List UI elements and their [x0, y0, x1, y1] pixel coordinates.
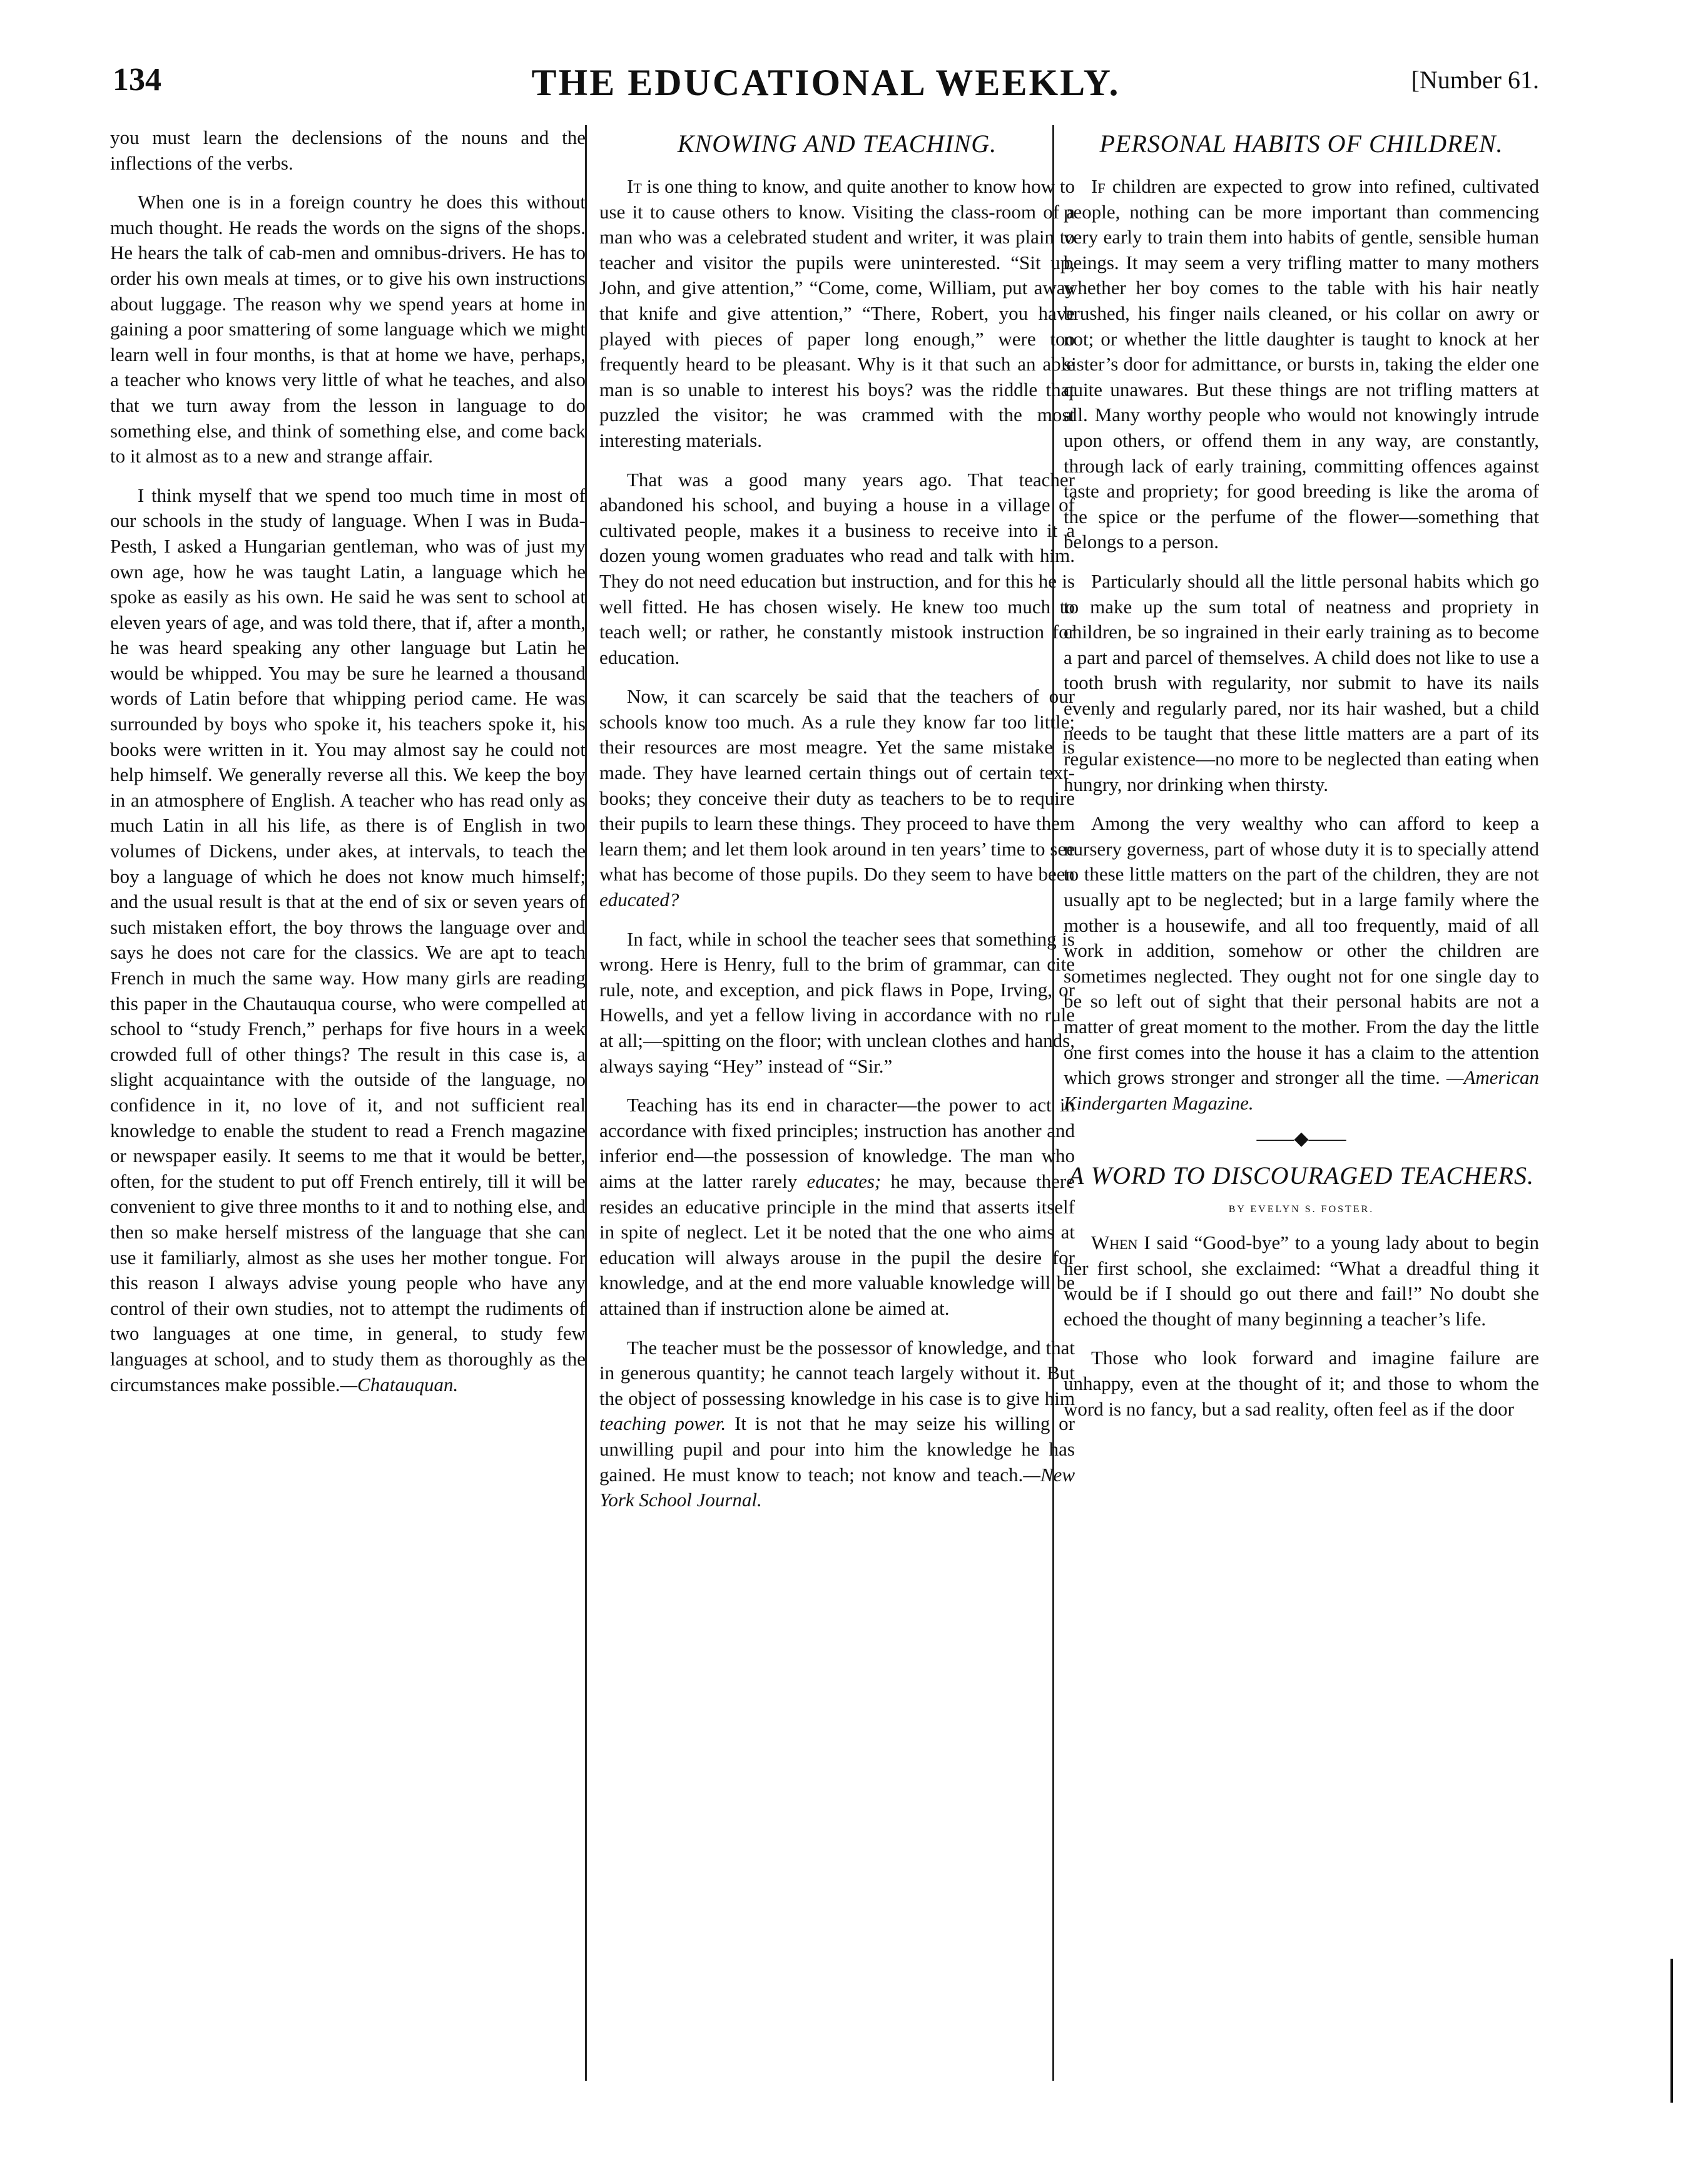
- paragraph: [599, 1093, 1075, 1321]
- journal-title: THE EDUCATIONAL WEEKLY.: [531, 62, 1121, 103]
- paragraph: [599, 684, 1075, 912]
- paragraph-text: I said “Good-bye” to a young lady about to begin her first school, she exclaimed: “What a dreadful thing it would be if I should go out there and fail!” No doubt she echoed the thought of many beginning a teacher’s life.: [1064, 1231, 1539, 1330]
- paragraph-text: It is not that he may seize his willing or unwilling pupil and pour into him the knowledge he has gained. He must know to teach; not know and teach.: [599, 1412, 1075, 1486]
- source-citation: —American Kindergarten Magazine.: [1064, 1066, 1539, 1114]
- emphasis: teaching power.: [599, 1412, 726, 1435]
- emphasis: educated?: [599, 889, 679, 911]
- paragraph: [1064, 811, 1539, 1116]
- column-2: [599, 125, 1075, 1527]
- article-title: KNOWING AND TEACHING.: [677, 130, 997, 158]
- column-1: [110, 125, 586, 1411]
- article-title-2: A WORD TO DISCOURAGED TEACHERS.: [1069, 1161, 1534, 1190]
- paragraph: [599, 1335, 1075, 1513]
- paragraph-text: Among the very wealthy who can afford to keep a nursery governess, part of whose duty it is to specially attend to these little matters on the part of the children, they are not usually apt to be neglected; but in a large family where the mother is a housewife, and all too frequently, maid of all work in addition, somehow or other the children are sometimes neglected. They ought not for one single day to be so left out of sight that their personal habits are not a matter of great moment to the mother. From the day the little one first comes into the house it has a claim to the attention which grows stronger and stronger all the time.: [1064, 812, 1539, 1089]
- paragraph: [599, 174, 1075, 454]
- paragraph: [110, 483, 586, 1397]
- paragraph: [1064, 174, 1539, 555]
- margin-bar: [1670, 1959, 1673, 2103]
- paragraph: In fact, while in school the teacher sees that something is wrong. Here is Henry, full to the brim of grammar, can cite rule, note, and exception, and pick flaws in Pope, Irving, or Howells, and yet a fellow living in accordance with no rule at all;—spitting on the floor; with unclean clothes and hands, always saying “Hey” instead of “Sir.”: [599, 927, 1075, 1077]
- lead-word: When: [1091, 1231, 1138, 1253]
- paragraph-text: Now, it can scarcely be said that the teachers of our schools know too much. As a rule they know far too little; their resources are most meagre. Yet the same mistake is made. They have learned certain things out of certain text-books; they conceive their duty as teachers to be to require their pupils to learn these things. They proceed to have them learn them; and let them look around in ten years’ time to see what has become of those pupils. Do they seem to have been: [599, 685, 1075, 885]
- paragraph: When one is in a foreign country he does this without much thought. He reads the words on the signs of the shops. He hears the talk of cab-men and omnibus-drivers. He has to order his own meals at times, or to give his own instructions about luggage. The reason why we spend years at home in gaining a poor smattering of some language which we might learn well in four months, is that at home we have, perhaps, a teacher who knows very little of what he teaches, and also that we turn away from the lesson in language to do something else, and think of something else, and come back to it almost as to a new and strange affair.: [110, 191, 586, 467]
- emphasis: educates;: [806, 1170, 882, 1192]
- issue-number: [Number 61.: [1411, 66, 1539, 94]
- source-citation: —New York School Journal.: [599, 1463, 1075, 1511]
- column-3: [1064, 125, 1539, 1436]
- byline: BY EVELYN S. FOSTER.: [1228, 1204, 1375, 1215]
- paragraph: Those who look forward and imagine failure are unhappy, even at the thought of it; and those to whom the word is no fancy, but a sad reality, often feel as if the door: [1064, 1347, 1539, 1420]
- paragraph-text: is one thing to know, and quite another to know how to use it to cause others to know. Visiting the class-room of a man who was a celebrated student and writer, it was plain to teacher and visitor the pupils were uninterested. “Sit up, John, and give attention,” “Come, come, William, put away that knife and give attention,” “There, Robert, you have played with pieces of paper long enough,” were too frequently heard to be pleasant. Why is it that such an able man is so unable to interest his boys? was the riddle that puzzled the visitor; he was crammed with the most interesting materials.: [599, 175, 1075, 451]
- paragraph-text: Teaching has its end in character—the power to act in accordance with fixed principles; instruction has another and inferior end—the possession of knowledge. The man who aims at the latter rarely: [599, 1094, 1075, 1192]
- lead-word: It: [627, 175, 642, 197]
- paragraph: Particularly should all the little personal habits which go to make up the sum total of neatness and propriety in children, be so ingrained in their early training as to become a part and parcel of themselves. A child does not like to use a tooth brush with regularity, nor submit to have its nails evenly and regularly pared, nor its hair washed, but a child needs to be taught that these little matters are a part of its regular existence—no more to be neglected than eating when hungry, nor drinking when thirsty.: [1064, 569, 1539, 795]
- paragraph: That was a good many years ago. That teacher abandoned his school, and buying a house in a village of cultivated people, makes it a business to receive into it a dozen young women graduates who read and talk with him. They do not need education but instruction, and for this he is well fitted. He has chosen wisely. He knew too much to teach well; or rather, he constantly mistook instruction for education.: [599, 468, 1075, 668]
- paragraph-text: he may, because there resides an educative principle in the mind that asserts itself in spite of neglect. Let it be noted that the one who aims at education will always arouse in the pupil the desire for knowledge, and at the end more valuable knowledge will be attained than if instruction alone be aimed at.: [599, 1170, 1075, 1319]
- paragraph: [1064, 1230, 1539, 1332]
- paragraph-text: children are expected to grow into refined, cultivated people, nothing can be more important than commencing very early to train them into habits of gentle, sensible human beings. It may seem a very trifling matter to many mothers whether her boy comes to the table with his hair neatly brushed, his finger nails cleaned, or his collar on awry or not; or whether the little daughter is taught to knock at her sister’s door for admittance, or bursts in, taking the elder one quite unawares. But these things are not trifling matters at all. Many worthy people who would not knowingly intrude upon others, or offend them in any way, are constantly, through lack of early training, committing offences against taste and propriety; for good breeding is like the aroma of the spice or the perfume of the flower—something that belongs to a person.: [1064, 175, 1539, 553]
- article-title: PERSONAL HABITS OF CHILDREN.: [1099, 130, 1503, 158]
- section-ornament: ——◆——: [1256, 1128, 1346, 1150]
- paragraph: you must learn the declensions of the nouns and the inflections of the verbs.: [110, 126, 586, 174]
- lead-word: If: [1091, 175, 1106, 197]
- paragraph-text: I think myself that we spend too much time in most of our schools in the study of language. When I was in Buda-Pesth, I asked a Hungarian gentleman, who was of just my own age, how he was taught Latin, a language which he spoke as easily as his own. He said he was sent to school at eleven years of age, and was told there, that if, after a month, he was heard speaking any other language but Latin he would be whipped. You may be sure he learned a thousand words of Latin before that whipping period came. He was surrounded by boys who spoke it, his teachers spoke it, his books were written in it. You may almost say he could not help himself. We generally reverse all this. We keep the boy in an atmosphere of English. A teacher who has read only as much Latin in all his life, as there is of English in two volumes of Dickens, under akes, at intervals, to teach the boy a language of which he does not know much himself; and the usual result is that at the end of six or seven years of such mistaken effort, the boy throws the language over and says he does not care for the classics. We are apt to teach French in much the same way. How many girls are reading this paper in the Chautauqua course, who were compelled at school to “study French,” perhaps for five hours in a week crowded full of other things? The result in this case is, a slight acquaintance with the outside of the language, no confidence in it, no love of it, and not sufficient real knowledge to enable the student to read a French magazine or newspaper easily. It seems to me that it would be better, often, for the student to put off French entirely, till it will be convenient to give three months to it and to nothing else, and then so make herself mistress of the language that she can use it familiarly, almost as she uses her mother tongue. For this reason I always advise young people who have any control of their own studies, not to attempt the rudiments of two languages at one time, in general, to study few languages at school, and to study them as thoroughly as the circumstances make possible.: [110, 484, 586, 1396]
- page-header: [113, 61, 1539, 105]
- paragraph-text: The teacher must be the possessor of knowledge, and that in generous quantity; he cannot teach largely without it. But the object of possessing knowledge in his case is to give him: [599, 1336, 1075, 1409]
- page-number: 134: [113, 62, 161, 98]
- source-citation: —Chatauquan.: [340, 1373, 459, 1396]
